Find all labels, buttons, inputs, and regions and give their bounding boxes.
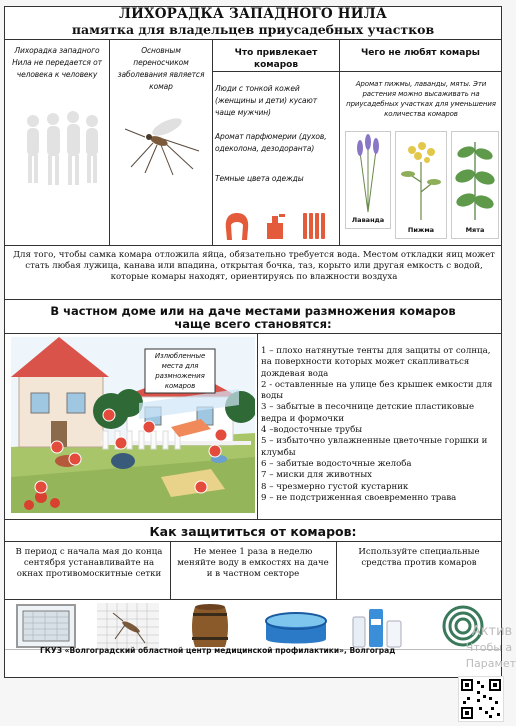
list-item: 4 –водосточные трубы bbox=[261, 425, 363, 436]
divider bbox=[336, 541, 337, 599]
tip-1: В период с начала мая до конца сентября устанавливайте на окнах противомоскитные сетки bbox=[15, 547, 163, 579]
repellent-icon bbox=[349, 603, 405, 649]
poster bbox=[4, 6, 502, 678]
barrel-icon bbox=[189, 603, 231, 651]
divider bbox=[5, 245, 501, 246]
perfume-icon bbox=[263, 211, 287, 241]
divider bbox=[5, 39, 501, 40]
col4-heading: Чего не любят комары bbox=[361, 48, 480, 58]
breeding-title-2: чаще всего становятся: bbox=[174, 317, 332, 331]
divider bbox=[212, 71, 501, 72]
divider bbox=[5, 541, 501, 542]
pool-icon bbox=[263, 605, 329, 651]
people-silhouette-icon bbox=[19, 111, 105, 187]
map-caption: Излюбленные места для размножения комаров bbox=[154, 352, 206, 390]
clothes-icon bbox=[301, 211, 327, 241]
divider bbox=[339, 39, 340, 245]
divider bbox=[5, 599, 501, 600]
col3-text2: Аромат парфюмерии (духов, одеколона, дезодоранта) bbox=[215, 132, 327, 153]
yard-map bbox=[11, 337, 255, 513]
list-item: 9 – не подстриженная своевременно трава bbox=[261, 492, 457, 503]
divider bbox=[5, 333, 501, 334]
activation-watermark bbox=[466, 624, 516, 672]
list-item: 5 – избыточно увлажненные цветочные горшки и клумбы bbox=[261, 436, 488, 458]
hair-icon bbox=[223, 211, 251, 241]
watermark-line: Парамет bbox=[465, 657, 516, 670]
plant-card bbox=[395, 131, 447, 239]
col1-text: Лихорадка западного Нила не передается от человека к человеку bbox=[12, 46, 102, 79]
plant-label: Лаванда bbox=[351, 216, 385, 224]
page-title: ЛИХОРАДКА ЗАПАДНОГО НИЛА bbox=[118, 6, 388, 22]
list-item: 7 – миски для животных bbox=[261, 470, 373, 481]
list-item: 8 – чрезмерно густой кустарник bbox=[261, 481, 409, 492]
mosquito-icon bbox=[123, 107, 203, 179]
plant-label: Пижма bbox=[407, 226, 435, 234]
col3-text3: Темные цвета одежды bbox=[215, 174, 304, 183]
col4-text: Аромат пижмы, лаванды, мяты. Эти растения можно высаживать на приусадебных участках для уменьшения количества комаров bbox=[346, 80, 496, 118]
divider bbox=[5, 299, 501, 300]
yard-illustration bbox=[11, 337, 255, 513]
wing bbox=[150, 115, 184, 139]
tansy-icon bbox=[396, 132, 446, 222]
plant-card bbox=[345, 131, 391, 229]
page-subtitle: памятка для владельцев приусадебных участков bbox=[71, 22, 435, 37]
divider bbox=[170, 541, 171, 599]
lavender-icon bbox=[346, 132, 390, 214]
window-net-icon bbox=[13, 603, 79, 649]
divider bbox=[5, 519, 501, 520]
footer-org: ГКУЗ «Волгоградский областной центр медицинской профилактики», Волгоград bbox=[40, 646, 396, 655]
col2-text: Основным переносчиком заболевания является комар bbox=[117, 46, 205, 91]
col3-text1: Люди с тонкой кожей (женщины и дети) кусают чаще мужчин) bbox=[215, 84, 318, 117]
list-item: 1 – плохо натянутые тенты для защиты от солнца, на поверхности которых может скапливаться дождевая вода bbox=[261, 346, 491, 379]
divider bbox=[257, 333, 258, 519]
mosquito-net-icon bbox=[97, 603, 159, 649]
list-item: 2 - оставленные на улице без крышек емкости для воды bbox=[261, 379, 493, 402]
col3-heading: Что привлекает комаров bbox=[234, 48, 318, 70]
watermark-line: Чтобы а bbox=[465, 641, 513, 654]
plant-card bbox=[451, 131, 499, 239]
list-item: 3 – забытые в песочнице детские пластиковые ведра и формочки bbox=[261, 402, 475, 424]
tip-2: Не менее 1 раза в неделю меняйте воду в емкостях на даче и в частном секторе bbox=[177, 547, 329, 579]
qr-code-icon bbox=[458, 676, 504, 722]
mint-icon bbox=[452, 132, 498, 222]
info-paragraph: Для того, чтобы самка комара отложила яйца, обязательно требуется вода. Местом откладки яиц может стать любая лужица, канава или впадина, открытая бочка, таз, корыто или другая емкость с водой, которые комары находят, ориентируясь по влажности воздуха bbox=[13, 250, 495, 282]
breeding-list bbox=[261, 346, 497, 504]
protect-title: Как защититься от комаров: bbox=[149, 524, 357, 539]
tip-3: Используйте специальные средства против комаров bbox=[358, 547, 480, 568]
breeding-title-1: В частном доме или на даче местами размножения комаров bbox=[50, 304, 456, 318]
plant-label: Мята bbox=[465, 226, 485, 234]
divider bbox=[109, 39, 110, 245]
list-item: 6 – забитые водосточные желоба bbox=[261, 458, 412, 469]
watermark-line: Актив bbox=[471, 624, 513, 639]
